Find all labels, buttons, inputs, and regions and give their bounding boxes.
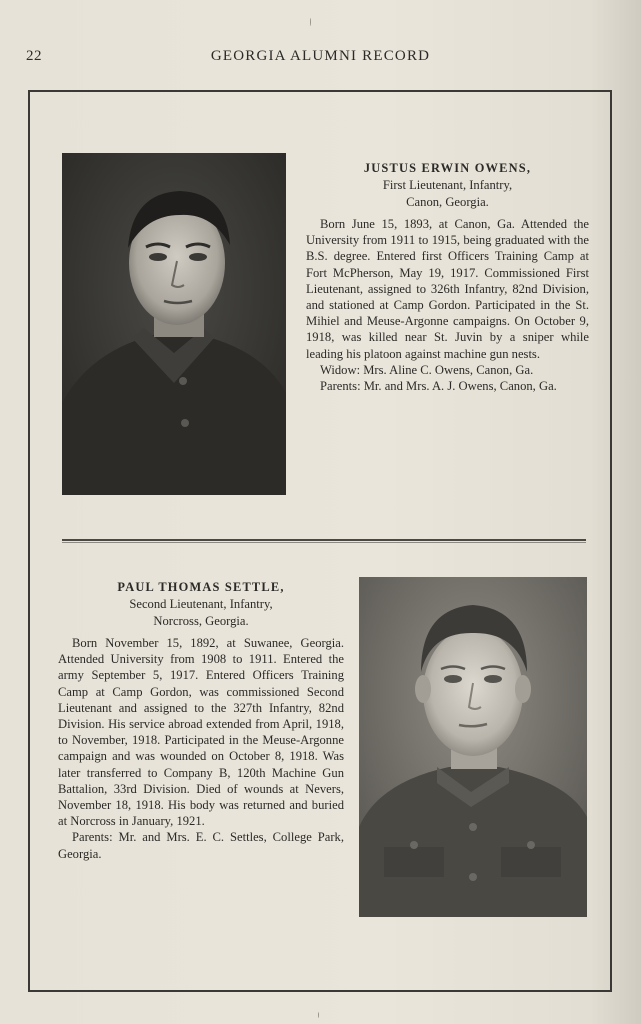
owens-biography xyxy=(306,160,589,394)
owens-rank: First Lieutenant, Infantry, xyxy=(382,178,513,192)
paper-speck xyxy=(310,18,311,26)
settle-rank: Second Lieutenant, Infantry, xyxy=(129,597,273,611)
settle-name: PAUL THOMAS SETTLE, xyxy=(117,580,285,594)
owens-portrait-image xyxy=(62,153,286,495)
page-number: 22 xyxy=(26,48,42,64)
owens-name: JUSTUS ERWIN OWENS, xyxy=(363,161,532,175)
settle-bio-text: Born November 15, 1892, at Suwanee, Georgia. Attended University from 1908 to 1911. Entered the army September 5, 1917. Entered Officers Training Camp at Camp Gordon, was commissioned Second Lieutenant and assigned to the 327th Infantry, 82nd Division. His service abroad extended from April, 1918, to November, 1918. Participated in the Meuse-Argonne campaign and was wounded on October 8, 1918. Was later transferred to Company B, 120th Machine Gun Battalion, 33rd Division. Died of wounds at Nevers, November 18, 1918. His body was returned and buried at Norcross in January, 1921. xyxy=(58,636,344,829)
settle-biography xyxy=(58,579,344,862)
running-title: GEORGIA ALUMNI RECORD xyxy=(210,48,431,64)
owens-portrait-photo xyxy=(62,153,286,495)
owens-hometown: Canon, Georgia. xyxy=(406,194,489,209)
owens-bio-text: Born June 15, 1893, at Canon, Ga. Attended the University from 1911 to 1915, being graduated with the B.S. degree. Entered first Officers Training Camp at Fort McPherson, May 19, 1917. Commissioned First Lieutenant, assigned to 326th Infantry, 82nd Division, and stationed at Camp Gordon. Participated in the St. Mihiel and Meuse-Argonne campaigns. On October 9, 1918, was killed near St. Juvin by a sniper while leading his platoon against machine gun nests. xyxy=(306,217,589,361)
section-divider xyxy=(62,539,586,541)
owens-parents: Parents: Mr. and Mrs. A. J. Owens, Canon, Ga. xyxy=(320,379,557,394)
settle-portrait-photo xyxy=(359,577,587,917)
settle-portrait-image xyxy=(359,577,587,917)
settle-parents: Parents: Mr. and Mrs. E. C. Settles, College Park, Georgia. xyxy=(58,830,344,861)
paper-speck xyxy=(318,1012,319,1018)
owens-widow: Widow: Mrs. Aline C. Owens, Canon, Ga. xyxy=(320,362,534,377)
settle-hometown: Norcross, Georgia. xyxy=(153,613,249,628)
